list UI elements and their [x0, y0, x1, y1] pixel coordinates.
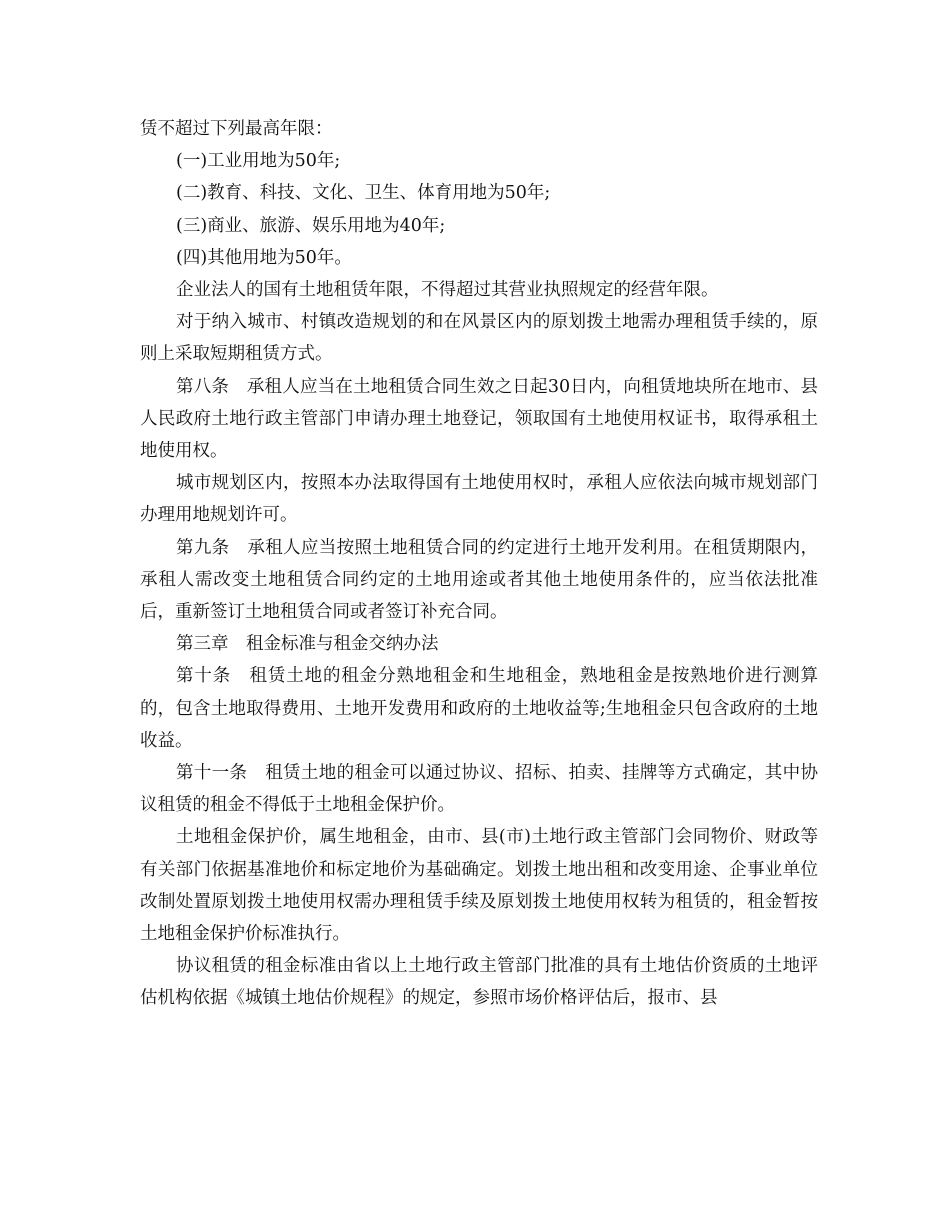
chapter-heading: 第三章 租金标准与租金交纳办法	[176, 634, 439, 655]
paragraph: 赁不超过下列最高年限：	[140, 119, 333, 139]
paragraph: 土地租金保护价，属生地租金，由市、县(市)土地行政主管部门会同物价、财政等有关部门依据基准地价和标定地价为基础确定。划拨土地出租和改变用途、企事业单位改制处置原划拨土地使用权需办理租赁手续及原划拨土地使用权转为租赁的，租金暂按土地租金保护价标准执行。	[140, 827, 818, 945]
paragraph: 对于纳入城市、村镇改造规划的和在风景区内的原划拨土地需办理租赁手续的，原则上采取短期租赁方式。	[140, 312, 818, 365]
paragraph: (一)工业用地为50年;	[176, 151, 341, 172]
paragraph: 企业法人的国有土地租赁年限，不得超过其营业执照规定的经营年限。	[176, 280, 719, 301]
document-body	[140, 113, 818, 1015]
paragraph: 城市规划区内，按照本办法取得国有土地使用权时，承租人应依法向城市规划部门办理用地规划许可。	[140, 473, 818, 526]
article-8-paragraph: 第八条 承租人应当在土地租赁合同生效之日起30日内，向租赁地块所在地市、县人民政府土地行政主管部门申请办理土地登记，领取国有土地使用权证书，取得承租土地使用权。	[140, 376, 818, 462]
paragraph: (二)教育、科技、文化、卫生、体育用地为50年;	[176, 183, 551, 204]
paragraph: (三)商业、旅游、娱乐用地为40年;	[176, 215, 446, 236]
article-11-paragraph: 第十一条 租赁土地的租金可以通过协议、招标、拍卖、挂牌等方式确定，其中协议租赁的租金不得低于土地租金保护价。	[140, 763, 818, 816]
article-9-paragraph: 第九条 承租人应当按照土地租赁合同的约定进行土地开发利用。在租赁期限内，承租人需改变土地租赁合同约定的土地用途或者其他土地使用条件的，应当依法批准后，重新签订土地租赁合同或者签订补充合同。	[140, 537, 818, 623]
article-10-paragraph: 第十条 租赁土地的租金分熟地租金和生地租金，熟地租金是按熟地价进行测算的，包含土地取得费用、土地开发费用和政府的土地收益等;生地租金只包含政府的土地收益。	[140, 666, 818, 751]
paragraph: (四)其他用地为50年。	[176, 247, 352, 268]
paragraph: 协议租赁的租金标准由省以上土地行政主管部门批准的具有土地估价资质的土地评估机构依据《城镇土地估价规程》的规定，参照市场价格评估后，报市、县	[140, 956, 818, 1009]
